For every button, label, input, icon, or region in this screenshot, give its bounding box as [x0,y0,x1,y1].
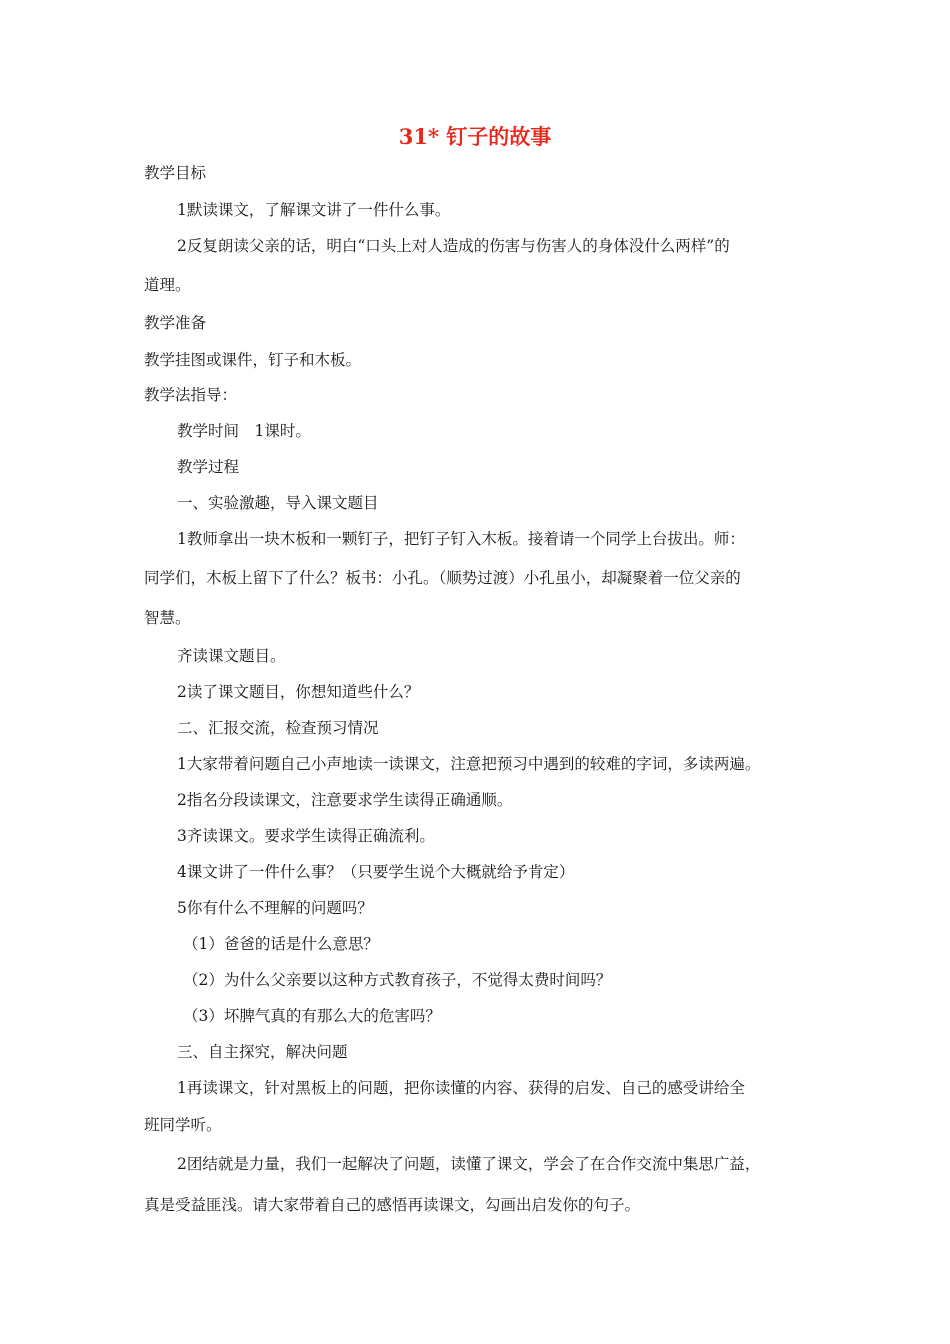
section-1-item-2: 2读了课文题目，你想知道些什么？ [177,683,420,701]
section-3-heading: 三、自主探究，解决问题 [177,1043,348,1061]
section-1-item-1: 1教师拿出一块木板和一颗钉子，把钉子钉入木板。接着请一个同学上台拔出。师： [177,530,745,548]
section-1-item-1-cont: 同学们，木板上留下了什么？板书：小孔。（顺势过渡）小孔虽小，却凝聚着一位父亲的 [144,569,741,587]
section-3-item-2: 2团结就是力量，我们一起解决了问题，读懂了课文，学会了在合作交流中集思广益， [177,1155,761,1173]
read-title: 齐读课文题目。 [177,647,286,665]
heading-preparation: 教学准备 [144,314,207,332]
heading-method: 教学法指导： [144,386,238,404]
preparation-text: 教学挂图或课件，钉子和木板。 [144,351,362,369]
section-2-item-1: 1大家带着问题自己小声地读一读课文，注意把预习中遇到的较难的字词，多读两遍。 [177,755,761,773]
section-3-item-1: 1再读课文，针对黑板上的问题，把你读懂的内容、获得的启发、自己的感受讲给全 [177,1079,745,1097]
question-1: （1）爸爸的话是什么意思？ [183,935,379,953]
section-1-item-1-end: 智慧。 [144,609,191,627]
section-1-heading: 一、实验激趣，导入课文题目 [177,494,379,512]
section-2-heading: 二、汇报交流，检查预习情况 [177,719,379,737]
section-3-item-2-cont: 真是受益匪浅。请大家带着自己的感悟再读课文，勾画出启发你的句子。 [144,1196,641,1214]
question-3: （3）坏脾气真的有那么大的危害吗？ [183,1007,441,1025]
heading-objectives: 教学目标 [144,164,207,182]
section-3-item-1-cont: 班同学听。 [144,1116,222,1134]
section-2-item-2: 2指名分段读课文，注意要求学生读得正确通顺。 [177,791,513,809]
objective-1: 1默读课文，了解课文讲了一件什么事。 [177,201,451,219]
section-2-item-5: 5你有什么不理解的问题吗？ [177,899,373,917]
section-2-item-4: 4课文讲了一件什么事？（只要学生说个大概就给予肯定） [177,863,575,881]
objective-2-cont: 道理。 [144,276,191,294]
document-title: 31* 钉子的故事 [398,124,552,149]
section-2-item-3: 3齐读课文。要求学生读得正确流利。 [177,827,435,845]
objective-2: 2反复朗读父亲的话，明白“口头上对人造成的伤害与伤害人的身体没什么两样”的 [177,237,730,255]
teaching-time: 教学时间 1课时。 [177,422,311,440]
question-2: （2）为什么父亲要以这种方式教育孩子，不觉得太费时间吗？ [183,971,612,989]
heading-process: 教学过程 [177,458,240,476]
